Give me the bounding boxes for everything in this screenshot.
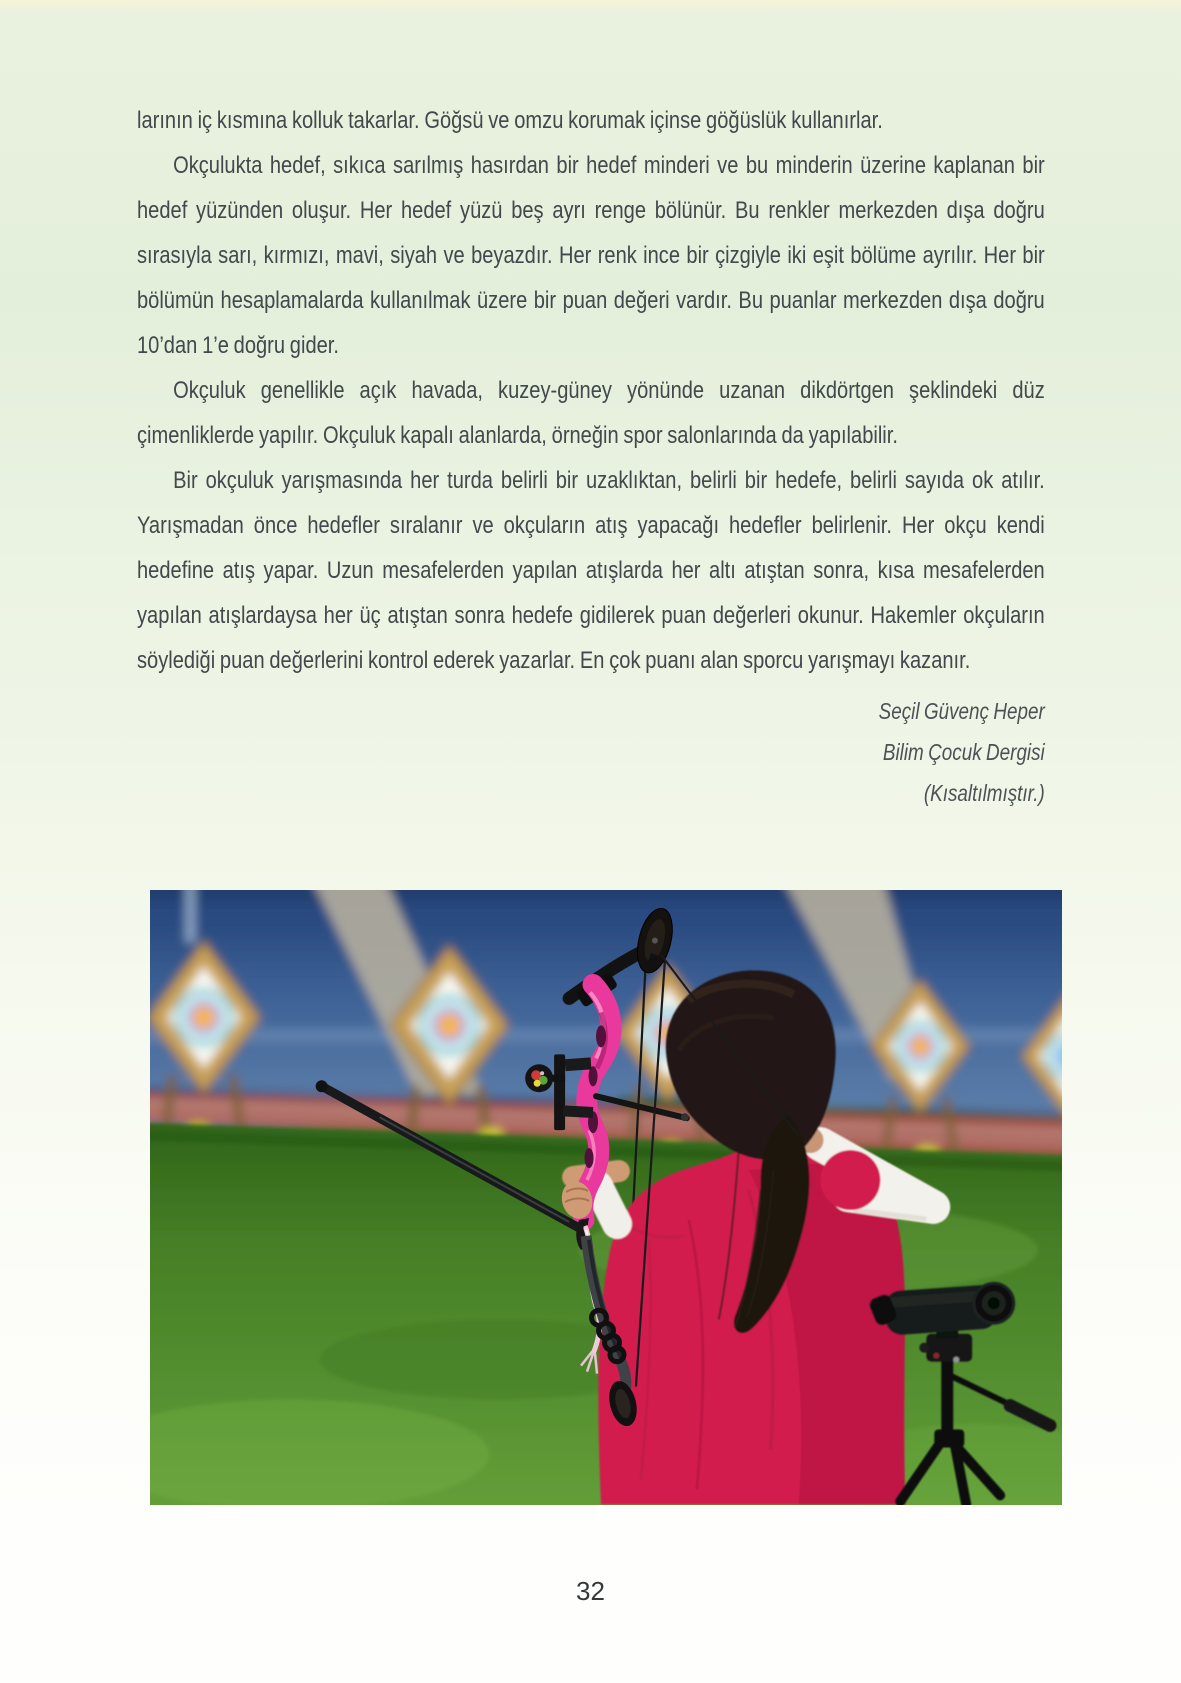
archery-photo bbox=[150, 890, 1062, 1505]
arm-guard bbox=[598, 1186, 617, 1224]
attribution bbox=[137, 691, 1045, 814]
attribution-source: Bilim Çocuk Dergisi bbox=[882, 739, 1045, 765]
article-text bbox=[137, 98, 1045, 814]
body-paragraph: Bir okçuluk yarışmasında her turda belirli bir uzaklıktan, belirli bir hedefe, belirli sayıda ok atılır. Yarışmadan önce hedefler sıralanır ve okçuların atış yapacağı hedefler belirlenir. Her okçu kendi hedefine atış yapar. Uzun mesafelerden yapılan atışlarda her altı atıştan sonra, kısa mesafelerden yapılan atışlardaysa her üç atıştan sonra hedefe gidilerek puan değerleri okunur. Hakemler okçuların söylediği puan değerlerini kontrol ederek yazarlar. En çok puanı alan sporcu yarışmayı kazanır. bbox=[137, 467, 1045, 674]
bow-sight bbox=[525, 1064, 553, 1092]
page-number: 32 bbox=[576, 1576, 605, 1606]
body-paragraph: Okçulukta hedef, sıkıca sarılmış hasırdan bir hedef minderi ve bu minderin üzerine kaplanan bir hedef yüzünden oluşur. Her hedef yüzü beş ayrı renge bölünür. Bu renkler merkezden dışa doğru sırasıyla sarı, kırmızı, mavi, siyah ve beyazdır. Her renk ince bir çizgiyle iki eşit bölüme ayrılır. Her bir bölümün hesaplamalarda kullanılmak üzere bir puan değeri vardır. Bu puanlar merkezden dışa doğru 10’dan 1’e doğru gider. bbox=[137, 152, 1045, 359]
body-paragraph: larının iç kısmına kolluk takarlar. Göğsü ve omzu korumak içinse göğüslük kullanırlar. bbox=[137, 107, 883, 134]
sight-mount-bar bbox=[554, 1054, 565, 1130]
body-paragraph: Okçuluk genellikle açık havada, kuzey-güney yönünde uzanan dikdörtgen şeklindeki düz çimenliklerde yapılır. Okçuluk kapalı alanlarda, örneğin spor salonlarında da yapılabilir. bbox=[137, 377, 1045, 449]
attribution-author: Seçil Güvenç Heper bbox=[878, 698, 1045, 724]
attribution-note: (Kısaltılmıştır.) bbox=[923, 780, 1045, 806]
shoulder-cap bbox=[821, 1150, 881, 1210]
